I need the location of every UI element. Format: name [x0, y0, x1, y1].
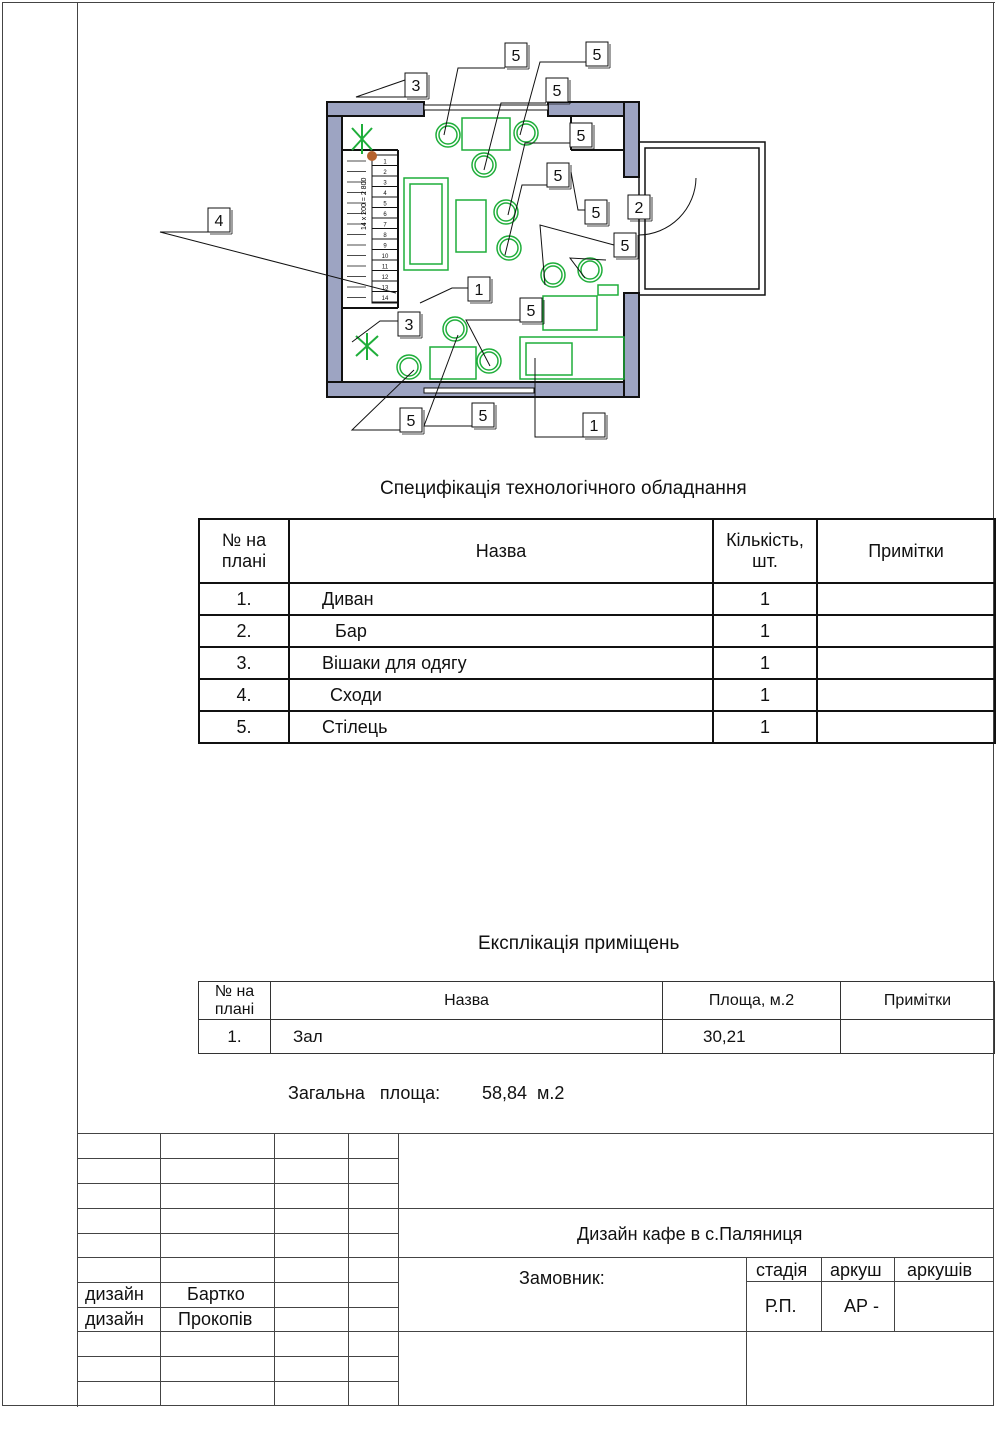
spec-note — [817, 583, 995, 615]
stair-step-label: 12 — [381, 275, 389, 281]
spec-num: 5. — [199, 711, 289, 743]
stair-step-label: 4 — [383, 191, 387, 197]
stair-step-label: 10 — [381, 254, 389, 260]
table-row — [199, 711, 995, 743]
table-row — [199, 615, 995, 647]
callout-label: 1 — [474, 282, 484, 299]
chair-seat — [446, 320, 464, 338]
marker-dot — [367, 151, 377, 161]
callout-label: 4 — [214, 213, 224, 230]
expl-title: Експлікація приміщень — [478, 933, 680, 954]
chair-seat — [497, 203, 515, 221]
sheets-header: аркушів — [907, 1260, 973, 1280]
expl-header-num: № на плані — [199, 982, 271, 1020]
expl-header-notes: Примітки — [841, 982, 995, 1020]
spec-qty: 1 — [713, 711, 817, 743]
callout-label: 2 — [634, 200, 644, 217]
spec-num: 1. — [199, 583, 289, 615]
spec-num: 2. — [199, 615, 289, 647]
callout-label: 5 — [478, 408, 488, 425]
chair-seat — [544, 266, 562, 284]
stair-step-label: 1 — [383, 159, 387, 166]
spec-header-notes: Примітки — [817, 519, 995, 583]
stair-step-label: 8 — [383, 233, 387, 239]
callout-label: 5 — [620, 238, 630, 255]
spec-num: 4. — [199, 679, 289, 711]
stair-step-label: 5 — [383, 201, 387, 208]
callout-label: 3 — [404, 317, 414, 334]
stair-step-label: 7 — [383, 222, 387, 229]
callout-label: 3 — [411, 78, 421, 95]
plan-furniture — [404, 118, 624, 379]
spec-note — [817, 679, 995, 711]
callout-label: 5 — [511, 48, 521, 65]
table-row — [199, 583, 995, 615]
sheet-header: аркуш — [830, 1260, 882, 1280]
stage-value: Р.П. — [765, 1296, 797, 1316]
chair-seat — [480, 352, 498, 370]
table-row — [199, 1020, 995, 1054]
expl-num: 1. — [199, 1020, 271, 1054]
sheet-value: АР - — [844, 1296, 880, 1316]
title-block — [77, 1133, 994, 1406]
spec-table — [198, 518, 996, 744]
total-area-value: 58,84 м.2 — [482, 1083, 565, 1103]
spec-name: Вішаки для одягу — [289, 647, 713, 679]
stair-step-label: 11 — [381, 264, 389, 271]
customer-label: Замовник: — [519, 1268, 605, 1288]
callout-label: 5 — [406, 413, 416, 430]
stair-note: 14 х 200 = 2 800 — [361, 177, 368, 230]
callout-label: 5 — [591, 205, 601, 222]
chair-seat — [517, 124, 535, 142]
spec-qty: 1 — [713, 615, 817, 647]
spec-note — [817, 615, 995, 647]
stair-step-label: 9 — [383, 243, 387, 250]
spec-qty: 1 — [713, 679, 817, 711]
spec-header-num: № на плані — [199, 519, 289, 583]
expl-name: Зал — [271, 1020, 663, 1054]
plan-terrace — [639, 142, 765, 295]
plan-chairs — [397, 121, 602, 379]
spec-qty: 1 — [713, 647, 817, 679]
spec-qty: 1 — [713, 583, 817, 615]
total-area-label: Загальна площа: — [288, 1083, 441, 1103]
stair-step-label: 6 — [383, 212, 387, 218]
stair-step-label: 13 — [381, 285, 389, 292]
chair-seat — [439, 126, 457, 144]
callout-label: 5 — [526, 303, 536, 320]
table-row — [199, 647, 995, 679]
chair-seat — [500, 239, 518, 257]
designer-name: Прокопів — [178, 1309, 253, 1329]
table-row — [199, 679, 995, 711]
expl-area: 30,21 — [663, 1020, 841, 1054]
stage-header: стадія — [756, 1260, 808, 1280]
chair-seat — [475, 156, 493, 174]
stair-step-label: 14 — [381, 296, 389, 302]
callout-label: 5 — [576, 128, 586, 145]
role-label: дизайн — [85, 1284, 144, 1304]
role-label: дизайн — [85, 1309, 144, 1329]
callout-label: 5 — [553, 168, 563, 185]
spec-note — [817, 647, 995, 679]
spec-header-qty: Кількість, шт. — [713, 519, 817, 583]
expl-header-name: Назва — [271, 982, 663, 1020]
callout-label: 1 — [589, 418, 599, 435]
stair-step-label: 2 — [383, 170, 387, 176]
spec-header-name: Назва — [289, 519, 713, 583]
floor-plan — [0, 0, 1000, 460]
callout-label: 5 — [592, 47, 602, 64]
spec-name: Диван — [289, 583, 713, 615]
designer-name: Бартко — [187, 1284, 245, 1304]
callout-label: 5 — [552, 83, 562, 100]
expl-header-area: Площа, м.2 — [663, 982, 841, 1020]
chair-seat — [400, 358, 418, 376]
plan-stairs — [347, 155, 398, 303]
spec-name: Стілець — [289, 711, 713, 743]
spec-num: 3. — [199, 647, 289, 679]
expl-table — [198, 981, 995, 1054]
spec-note — [817, 711, 995, 743]
project-title: Дизайн кафе в с.Паляниця — [577, 1224, 803, 1244]
spec-name: Сходи — [289, 679, 713, 711]
expl-note — [841, 1020, 995, 1054]
stair-step-label: 3 — [383, 180, 387, 187]
spec-title: Специфікація технологічного обладнання — [380, 478, 747, 499]
spec-name: Бар — [289, 615, 713, 647]
